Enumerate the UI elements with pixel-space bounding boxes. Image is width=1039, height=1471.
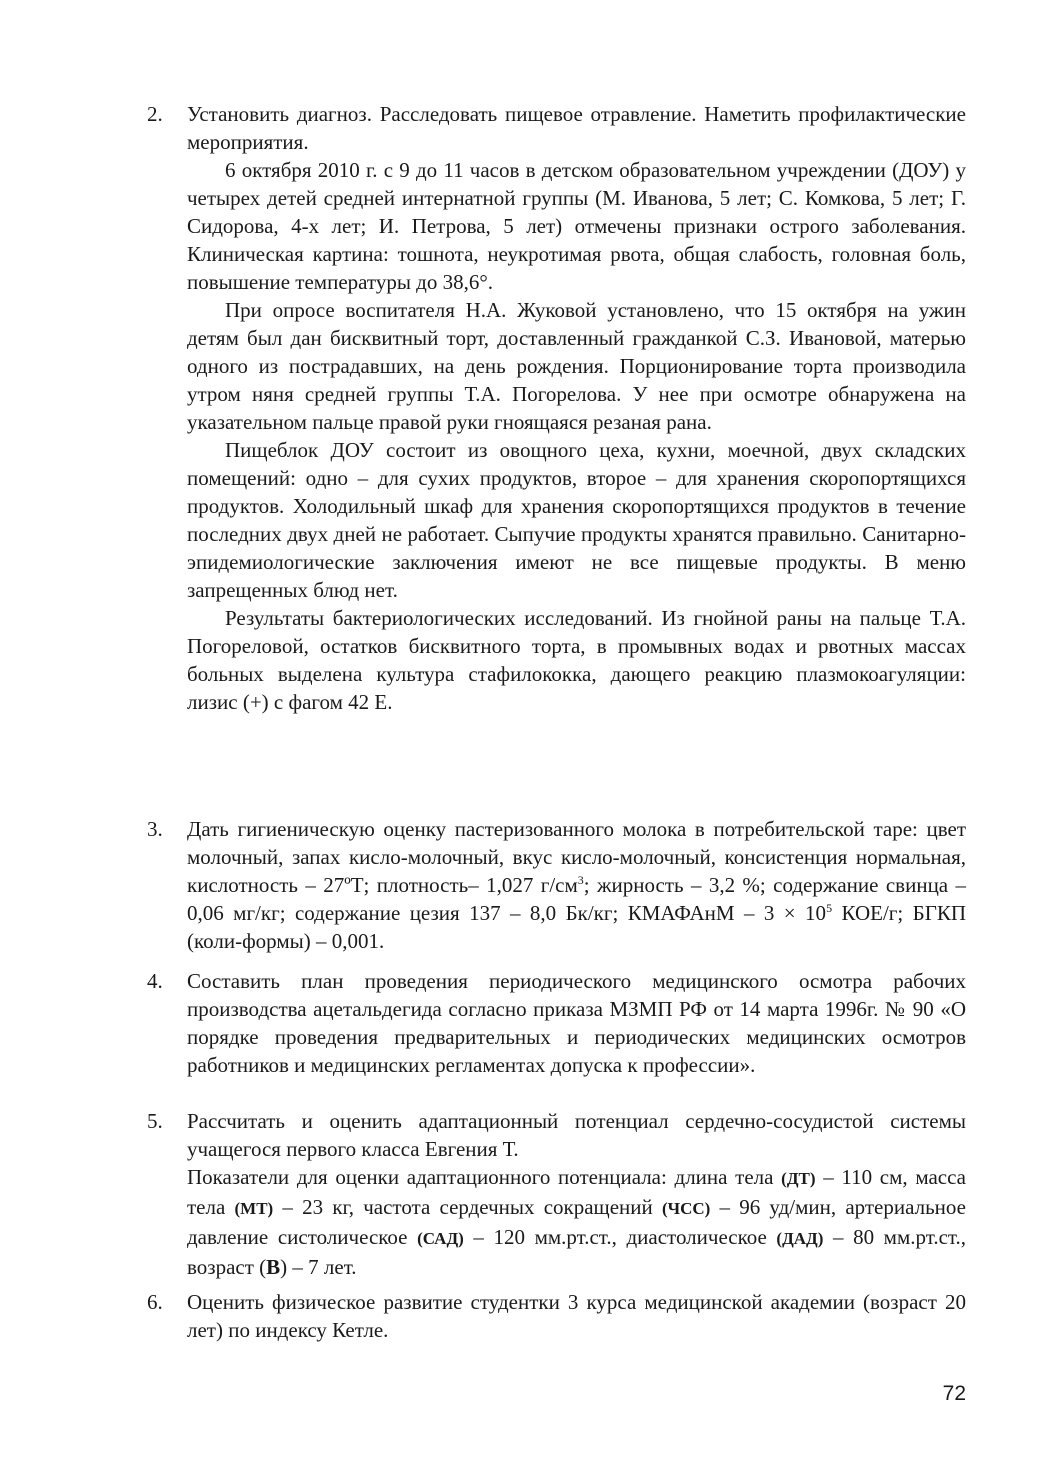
superscript: 3 xyxy=(577,873,584,887)
text-segment: – 80 мм.рт.ст., возраст ( xyxy=(187,1225,966,1279)
task-item-3 xyxy=(147,815,967,955)
abbrev-chss: (ЧСС) xyxy=(661,1199,711,1218)
abbrev-sad: (САД) xyxy=(417,1229,464,1248)
item-number: 5. xyxy=(147,1109,163,1133)
task-item-2 xyxy=(147,100,967,716)
text-segment: – 110 см, масса тела xyxy=(187,1165,967,1219)
abbrev-dad: (ДАД) xyxy=(776,1229,824,1248)
item-number: 6. xyxy=(147,1290,163,1314)
text-segment: КОЕ/г; БГКП (коли-формы) – 0,001. xyxy=(187,901,967,953)
text-segment: – 120 мм.рт.ст., диастолическое xyxy=(463,1225,777,1249)
task-text: Оценить физическое развитие студентки 3 курса медицинской академии (возраст 20 лет) по индексу Кетле. xyxy=(187,1290,966,1342)
paragraph: При опросе воспитателя Н.А. Жуковой установлено, что 15 октября на ужин детям был дан бисквитный торт, доставленный гражданкой С.З. Ивановой, матерью одного из пострадавших, на день рождения. Порционирование торта производила утром няня средней группы Т.А. Погорелова. У нее при осмотре обнаружена на указательном пальце правой руки гноящаяся резаная рана. xyxy=(187,298,966,434)
paragraph: 6 октября 2010 г. с 9 до 11 часов в детском образовательном учреждении (ДОУ) у четырех детей средней интернатной группы (М. Иванова, 5 лет; С. Комкова, 5 лет; Г. Сидорова, 4-х лет; И. Петрова, 5 лет) отмечены признаки острого заболевания. Клиническая картина: тошнота, неукротимая рвота, общая слабость, головная боль, повышение температуры до 38,6°. xyxy=(187,158,966,294)
abbrev-mt: (МТ) xyxy=(234,1199,274,1218)
text-segment: – 96 уд/мин, артериальное давление систолическое xyxy=(187,1195,966,1249)
item-number: 3. xyxy=(147,817,163,841)
task-text: Составить план проведения периодического медицинского осмотра рабочих производства ацетальдегида согласно приказа МЗМП РФ от 14 марта 1996г. № 90 «О порядке проведения предварительных и периодических медицинских осмотров работников и медицинских регламентах допуска к профессии». xyxy=(187,969,966,1077)
task-item-6 xyxy=(147,1288,967,1344)
task-text: Рассчитать и оценить адаптационный потенциал сердечно-сосудистой системы учащегося первого класса Евгения Т. xyxy=(187,1109,966,1161)
page-number: 72 xyxy=(942,1382,966,1405)
abbrev-v: В xyxy=(266,1255,281,1279)
abbrev-dt: (ДТ) xyxy=(781,1169,816,1188)
text-segment: Показатели для оценки адаптационного потенциала: длина тела xyxy=(187,1165,782,1189)
text-segment: ) – 7 лет. xyxy=(280,1255,357,1279)
item-number: 2. xyxy=(147,102,163,126)
task-item-4 xyxy=(147,967,967,1079)
paragraph: Пищеблок ДОУ состоит из овощного цеха, кухни, моечной, двух складских помещений: одно – для сухих продуктов, второе – для хранения скоропортящихся продуктов. Холодильный шкаф для хранения скоропортящихся продуктов в течение последних двух дней не работает. Сыпучие продукты хранятся правильно. Санитарно-эпидемиологические заключения имеют не все пищевые продукты. В меню запрещенных блюд нет. xyxy=(187,438,966,602)
superscript: 5 xyxy=(826,901,833,915)
text-segment: – 23 кг, частота сердечных сокращений xyxy=(273,1195,662,1219)
item-number: 4. xyxy=(147,969,163,993)
paragraph: Результаты бактериологических исследований. Из гнойной раны на пальце Т.А. Погореловой, остатков бисквитного торта, в промывных водах и рвотных массах больных выделена культура стафилококка, дающего реакцию плазмокоагуляции: лизис (+) с фагом 42 Е. xyxy=(187,606,966,714)
task-heading: Установить диагноз. Расследовать пищевое отравление. Наметить профилактические мероприятия. xyxy=(187,102,966,154)
text-segment: Дать гигиеническую оценку пастеризованного молока в потребительской таре: цвет молочный, запах кисло-молочный, вкус кисло-молочный, консистенция нормальная, кислотность – 27ºТ; плотность– 1,027 г/см xyxy=(187,817,966,897)
text-segment: ; жирность – 3,2 %; содержание свинца – 0,06 мг/кг; содержание цезия 137 – 8,0 Бк/кг; КМАФАнМ – 3 × 10 xyxy=(187,873,966,925)
indicators-text xyxy=(187,1163,966,1281)
task-text xyxy=(187,815,966,955)
task-item-5 xyxy=(147,1107,967,1281)
